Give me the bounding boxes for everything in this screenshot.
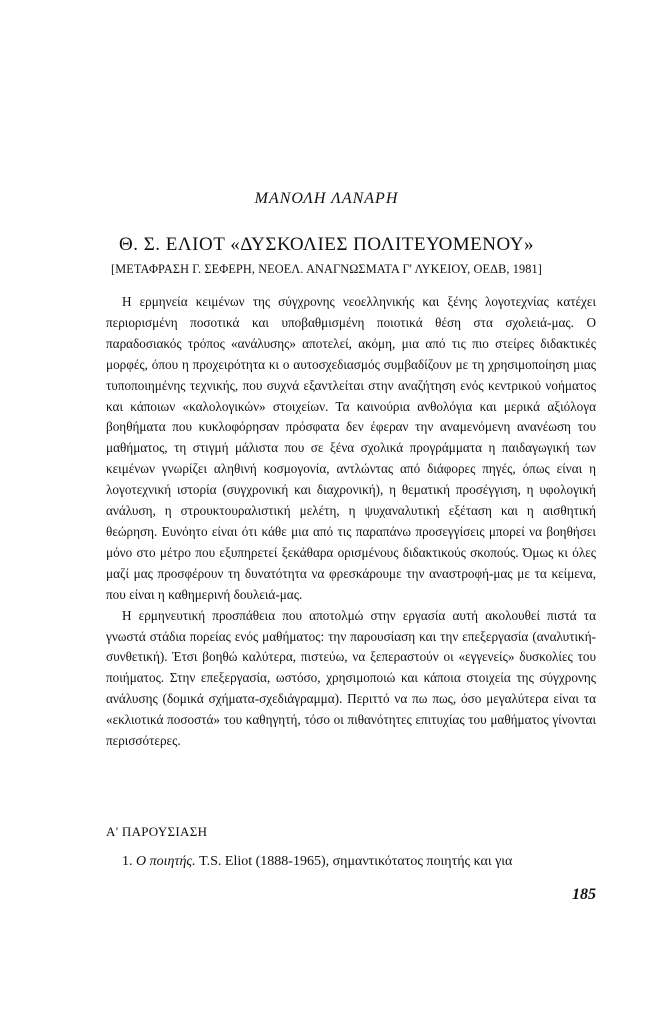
- item-label: Ο ποιητής.: [136, 854, 196, 869]
- source-reference: [ΜΕΤΑΦΡΑΣΗ Γ. ΣΕΦΕΡΗ, ΝΕΟΕΛ. ΑΝΑΓΝΩΣΜΑΤΑ Γ' ΛΥΚΕΙΟΥ, ΟΕΔΒ, 1981]: [111, 262, 542, 276]
- paragraph: Η ερμηνεία κειμένων της σύγχρονης νεοελληνικής και ξένης λογοτεχνίας κατέχει περιορισμένη ποσοτικά και υποβαθμισμένη ποιοτικά θέση στα σχολειά-μας. Ο παραδοσιακός τρόπος «ανάλυσης» αποτελεί, ακόμη, μια από τις πιο στείρες διδακτικές μορφές, όπου η προχειρότητα κι ο αυτοσχεδιασμός συμβαδίζουν με τη χρησιμοποίηση μιας τυποποιημένης τεχνικής, που συχνά εξαντλείται στην αναζήτηση ενός κεντρικού νοήματος και κάποιων «καλολογικών» στοιχείων. Τα καινούρια ανθολόγια και μερικά αξιόλογα βοηθήματα που κυκλοφόρησαν πρόσφατα δεν έφεραν την αναμενόμενη ανανέωση του μαθήματος, τη στιγμή μάλιστα που σε ξένα σχολικά προγράμματα η παιδαγωγική των κειμένων γνωρίζει αληθινή κοσμογονία, αντλώντας από διάφορες πηγές, όπως είναι η λογοτεχνική ιστορία (συγχρονική και διαχρονική), η θεματική προσέγγιση, η υφολογική ανάλυση, η στρουκτουραλιστική μελέτη, η ψυχαναλυτική εξέταση και η αισθητική θεώρηση. Ευνόητο είναι ότι κάθε μια από τις παραπάνω προσεγγίσεις μπορεί να βοηθήσει μόνο στο μέτρο που εξυπηρετεί ξεκάθαρα ορισμένους διδακτικούς σκοπούς. Όμως κι όλες μαζί μας προσφέρουν τη δυνατότητα να φρεσκάρουμε την αναστροφή-μας με τα κείμενα, που είναι η καθημερινή δουλειά-μας.: [106, 294, 596, 602]
- author-name: ΜΑΝΟΛΗ ΛΑΝΑΡΗ: [254, 190, 399, 207]
- item-number: 1.: [122, 854, 133, 869]
- section-heading: Α' ΠΑΡΟΥΣΙΑΣΗ: [106, 824, 208, 839]
- page-number: 185: [572, 886, 596, 903]
- article-title: Θ. Σ. ΕΛΙΟΤ «ΔΥΣΚΟΛΙΕΣ ΠΟΛΙΤΕΥΟΜΕΝΟΥ»: [118, 234, 535, 255]
- body-text: [106, 292, 596, 752]
- numbered-item: [106, 854, 596, 870]
- item-text: T.S. Eliot (1888-1965), σημαντικότατος ποιητής και για: [199, 854, 513, 869]
- paragraph: Η ερμηνευτική προσπάθεια που αποτολμώ στην εργασία αυτή ακολουθεί πιστά τα γνωστά στάδια πορείας ενός μαθήματος: την παρουσίαση και την επεξεργασία (αναλυτική-συνθετική). Έτσι βοηθώ καλύτερα, πιστεύω, να ξεπεραστούν οι «εγγενείς» δυσκολίες του ποιήματος. Στην επεξεργασία, ωστόσο, χρησιμοποιώ και κάποια στοιχεία της σύγχρονης ανάλυσης (δομικά σχήματα-σχεδιάγραμμα). Περιττό να πω πως, όσο μεγαλύτερα είναι τα «εκλιοτικά ποσοστά» του καθηγητή, τόσο οι πιθανότητες επιτυχίας του μαθήματος γίνονται περισσότερες.: [106, 607, 596, 749]
